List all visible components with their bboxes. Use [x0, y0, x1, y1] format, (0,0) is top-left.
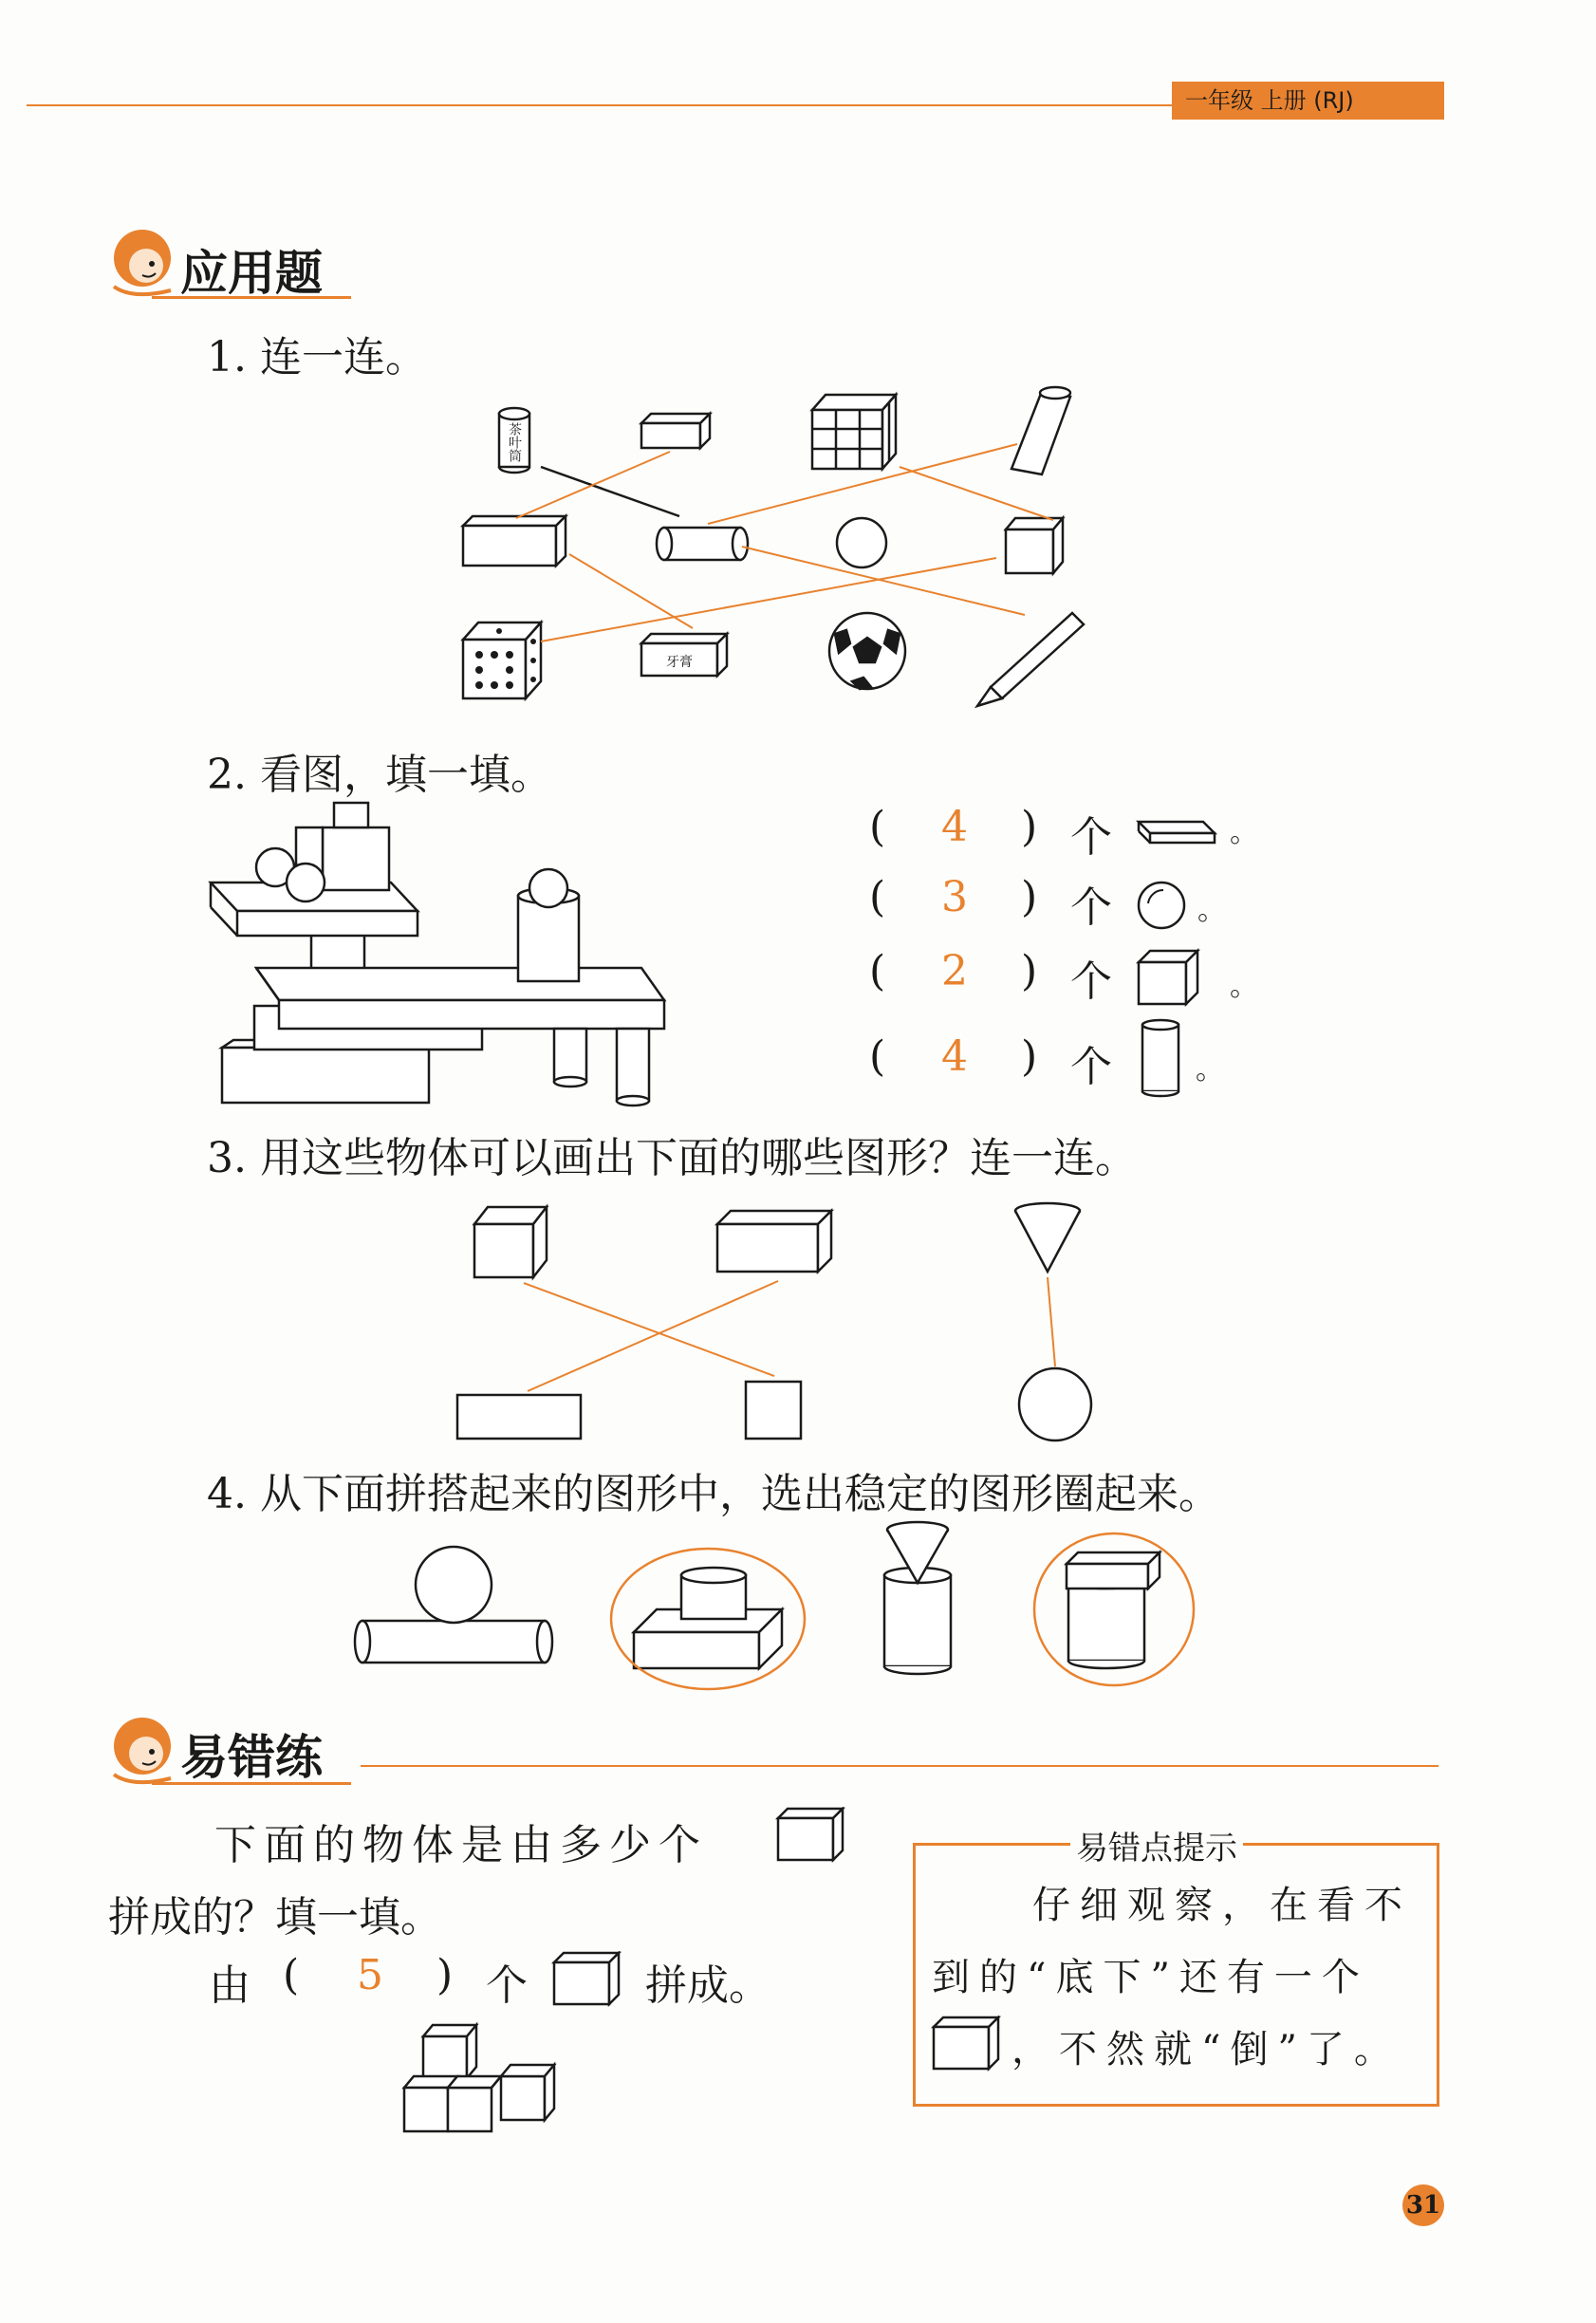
paren-open: ( [869, 1032, 886, 1081]
period: 。 [1197, 894, 1226, 927]
answer-value[interactable]: 3 [941, 873, 968, 921]
suffix-label: 拼成。 [645, 1961, 770, 2010]
q1-prompt: 1. 连一连。 [207, 333, 427, 381]
q3-prompt: 3. 用这些物体可以画出下面的哪些图形？连一连。 [207, 1134, 1137, 1182]
section-title-mistakes: 易错练 [180, 1730, 323, 1785]
answer-value[interactable]: 5 [357, 1951, 383, 1999]
cube-icon [930, 2016, 1006, 2072]
page-number: 31 [1402, 2184, 1444, 2226]
paren-open: ( [869, 803, 886, 851]
paren-close: ) [1021, 873, 1038, 921]
paren-open: ( [869, 947, 886, 995]
q4-prompt: 4. 从下面拼搭起来的图形中，选出稳定的图形圈起来。 [207, 1470, 1220, 1518]
period: 。 [1230, 970, 1258, 1003]
tip-line2: 到的“底下”还有一个 [932, 1956, 1369, 1999]
unit-label: 个 [1070, 1043, 1112, 1091]
tip-line3: ，不然就“倒”了。 [1011, 2028, 1401, 2072]
paren-close: ) [436, 1951, 454, 1999]
paren-close: ) [1021, 1032, 1038, 1081]
answer-value[interactable]: 4 [941, 1032, 968, 1081]
tip-title: 易错点提示 [1070, 1822, 1243, 1868]
toothpaste-label: 牙膏 [666, 655, 693, 670]
answer-value[interactable]: 2 [941, 947, 968, 995]
q2-prompt: 2. 看图，填一填。 [207, 751, 552, 799]
mistake-line2: 拼成的？填一填。 [108, 1893, 442, 1942]
unit-label: 个 [1070, 883, 1112, 932]
paren-close: ) [1021, 803, 1038, 851]
mistake-line1: 下面的物体是由多少个 [214, 1821, 708, 1869]
paren-close: ) [1021, 947, 1038, 995]
prefix-label: 由 [209, 1961, 251, 2010]
unit-label: 个 [1070, 957, 1112, 1006]
grade-tag: 一年级 上册 (RJ) [1172, 82, 1444, 120]
tip-line1: 仔细观察，在看不 [1032, 1884, 1412, 1927]
paren-open: ( [283, 1951, 300, 1999]
unit-label: 个 [486, 1961, 528, 2010]
tea-label: 茶叶筒 [507, 422, 522, 462]
answer-value[interactable]: 4 [941, 803, 968, 851]
period: 。 [1230, 816, 1258, 849]
paren-open: ( [869, 873, 886, 921]
period: 。 [1196, 1053, 1224, 1087]
unit-label: 个 [1070, 813, 1112, 862]
section-title-application: 应用题 [180, 246, 323, 301]
